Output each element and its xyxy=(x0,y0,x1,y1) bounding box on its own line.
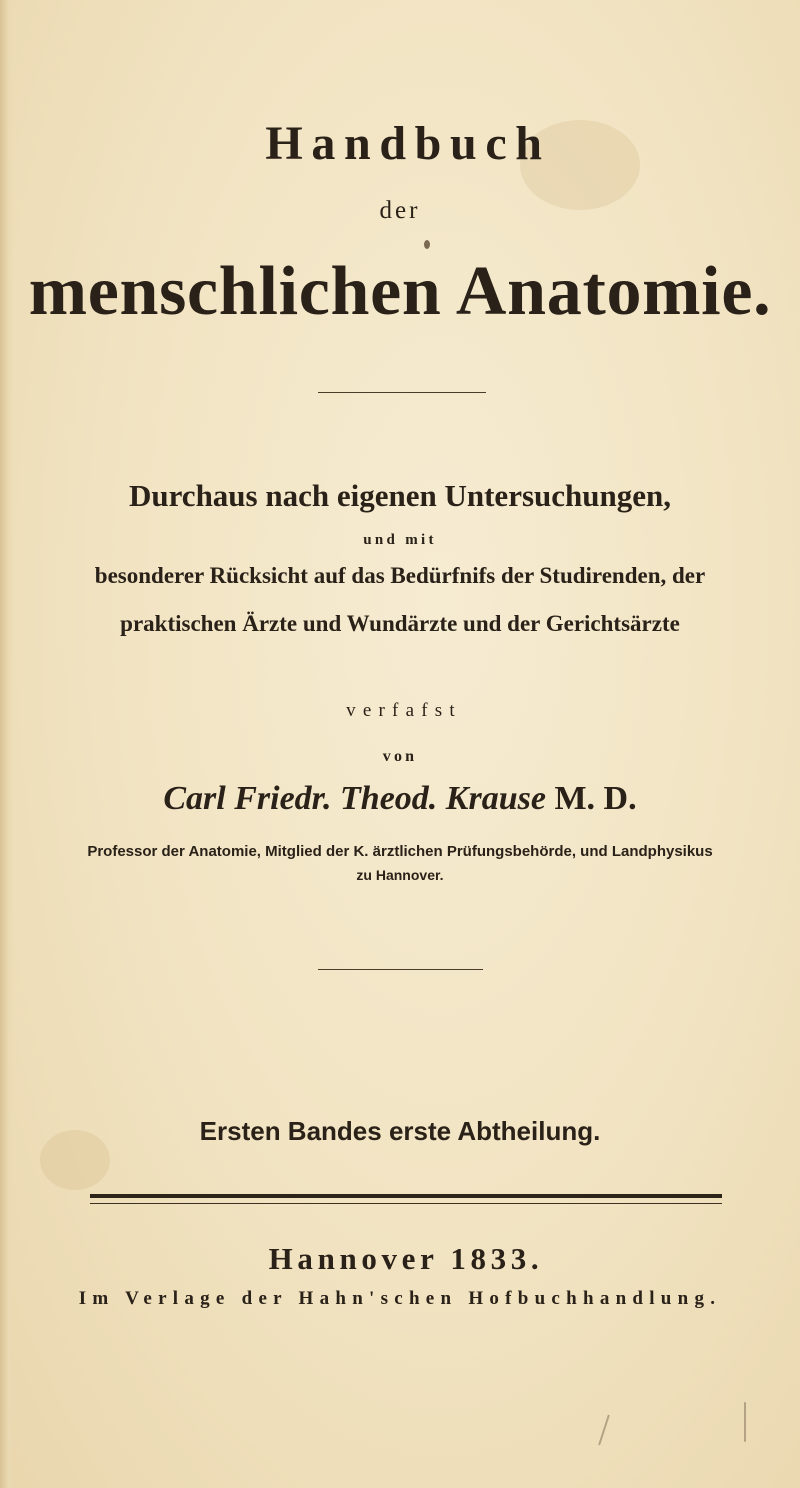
author-name xyxy=(0,780,800,818)
conjunction: und mit xyxy=(363,532,437,548)
author-title-line-1: Professor der Anatomie, Mitglied der K. ärztlichen Prüfungsbehörde, und Landphysikus xyxy=(87,843,713,860)
double-rule-thick xyxy=(90,1194,722,1198)
author-name-italic: Carl Friedr. Theod. Krause xyxy=(163,780,546,817)
ink-speck xyxy=(424,240,430,249)
place-year: Hannover 1833. xyxy=(268,1241,544,1276)
ink-speck xyxy=(744,1402,746,1442)
von-label: von xyxy=(382,748,418,765)
subtitle: Durchaus nach eigenen Untersuchungen, xyxy=(128,478,671,513)
title-main: menschlichen Anatomie. xyxy=(28,253,772,330)
verfasst-label: verfafst xyxy=(346,700,462,721)
author-degree: M. D. xyxy=(554,780,637,817)
double-rule-thin xyxy=(90,1203,722,1204)
description-line-1: besonderer Rücksicht auf das Bedürfnifs der Studirenden, der xyxy=(94,563,706,588)
publisher-line: Im Verlage der Hahn'schen Hofbuchhandlung. xyxy=(78,1288,722,1309)
title-der: der xyxy=(379,197,421,224)
ink-speck xyxy=(598,1414,610,1445)
title-handbuch: Handbuch xyxy=(265,117,551,170)
volume-label: Ersten Bandes erste Abtheilung. xyxy=(199,1116,601,1146)
author-title-line-2: zu Hannover. xyxy=(356,867,444,883)
description-line-2: praktischen Ärzte und Wundärzte und der Gerichtsärzte xyxy=(120,611,680,636)
divider-rule xyxy=(318,969,483,970)
divider-rule xyxy=(318,392,486,393)
